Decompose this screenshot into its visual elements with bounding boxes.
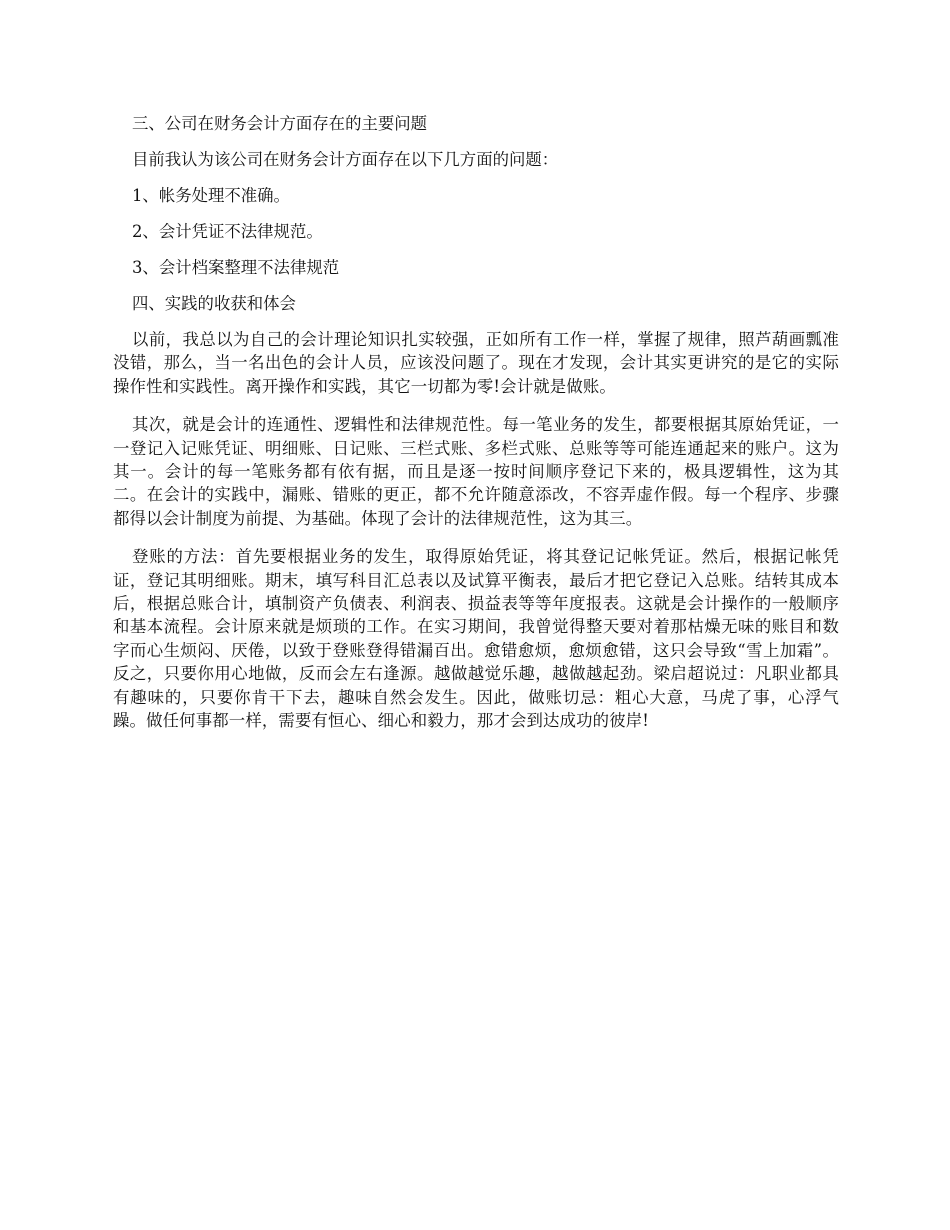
problem-item-2: 2、会计凭证不法律规范。 [132, 222, 323, 241]
problem-item-1: 1、帐务处理不准确。 [132, 186, 290, 205]
section-heading-4: 四、实践的收获和体会 [132, 294, 296, 313]
section-heading-3: 三、公司在财务会计方面存在的主要问题 [132, 114, 428, 133]
problems-intro: 目前我认为该公司在财务会计方面存在以下几方面的问题： [132, 150, 559, 169]
paragraph-bookkeeping-method: 登账的方法：首先要根据业务的发生，取得原始凭证，将其登记记帐凭证。然后，根据记帐凭证，登记其明细账。期末，填写科目汇总表以及试算平衡表，最后才把它登记入总账。结转其成本后，根据总账合计，填制资产负债表、利润表、损益表等等年度报表。这就是会计操作的一般顺序和基本流程。会计原来就是烦琐的工作。在实习期间，我曾觉得整天要对着那枯燥无味的账目和数字而心生烦闷、厌倦，以致于登账登得错漏百出。愈错愈烦，愈烦愈错，这只会导致“雪上加霜”。反之，只要你用心地做，反而会左右逢源。越做越觉乐趣，越做越起劲。梁启超说过：凡职业都具有趣味的，只要你肯干下去，趣味自然会发生。因此，做账切忌：粗心大意，马虎了事，心浮气躁。做任何事都一样，需要有恒心、细心和毅力，那才会到达成功的彼岸! [113, 547, 839, 731]
paragraph-practice-insight: 以前，我总以为自己的会计理论知识扎实较强，正如所有工作一样，掌握了规律，照芦葫画瓢准没错，那么，当一名出色的会计人员，应该没问题了。现在才发现，会计其实更讲究的是它的实际操作性和实践性。离开操作和实践，其它一切都为零!会计就是做账。 [113, 330, 839, 396]
problem-item-3: 3、会计档案整理不法律规范 [132, 258, 340, 277]
paragraph-logic-and-norms: 其次，就是会计的连通性、逻辑性和法律规范性。每一笔业务的发生，都要根据其原始凭证，一一登记入记账凭证、明细账、日记账、三栏式账、多栏式账、总账等等可能连通起来的账户。这为其一。会计的每一笔账务都有依有据，而且是逐一按时间顺序登记下来的，极具逻辑性，这为其二。在会计的实践中，漏账、错账的更正，都不允许随意添改，不容弄虚作假。每一个程序、步骤都得以会计制度为前提、为基础。体现了会计的法律规范性，这为其三。 [113, 415, 839, 528]
document-page [113, 112, 839, 748]
